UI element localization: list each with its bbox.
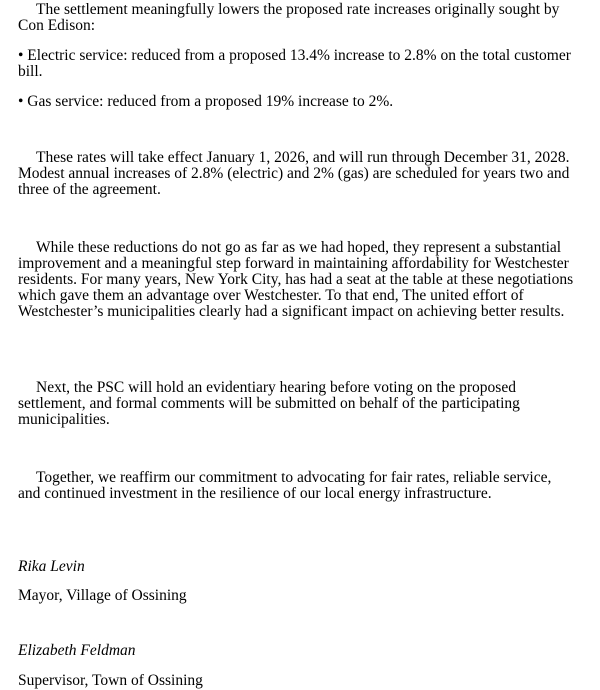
signature-title-mayor: Mayor, Village of Ossining [18,587,187,604]
bullet-electric-service: • Electric service: reduced from a proposed 13.4% increase to 2.8% on the total customer bill. [18,47,571,80]
paragraph-settlement-intro: The settlement meaningfully lowers the proposed rate increases originally sought by Con Edison: [18,1,560,34]
bullet-gas-service: • Gas service: reduced from a proposed 19% increase to 2%. [18,93,394,110]
paragraph-commitment: Together, we reaffirm our commitment to advocating for fair rates, reliable service, and continued investment in the resilience of our local energy infrastructure. [18,469,552,502]
signature-name-mayor: Rika Levin [18,558,85,575]
paragraph-effective-dates: These rates will take effect January 1, 2026, and will run through December 31, 2028. Modest annual increases of 2.8% (electric) and 2% (gas) are scheduled for years two and three of the agreement. [18,149,570,198]
paragraph-reductions-assessment: While these reductions do not go as far as we had hoped, they represent a substantial improvement and a meaningful step forward in maintaining affordability for Westchester residents. For many years, New York City, has had a seat at the table at these negotiations which gave them an advantage over Westchester. To that end, The united effort of Westchester’s municipalities clearly had a significant impact on achieving better results. [18,239,574,320]
signature-title-supervisor: Supervisor, Town of Ossining [18,672,203,689]
signature-name-supervisor: Elizabeth Feldman [18,642,136,659]
paragraph-next-steps: Next, the PSC will hold an evidentiary hearing before voting on the proposed settlement, and formal comments will be submitted on behalf of the participating municipalities. [18,379,520,428]
